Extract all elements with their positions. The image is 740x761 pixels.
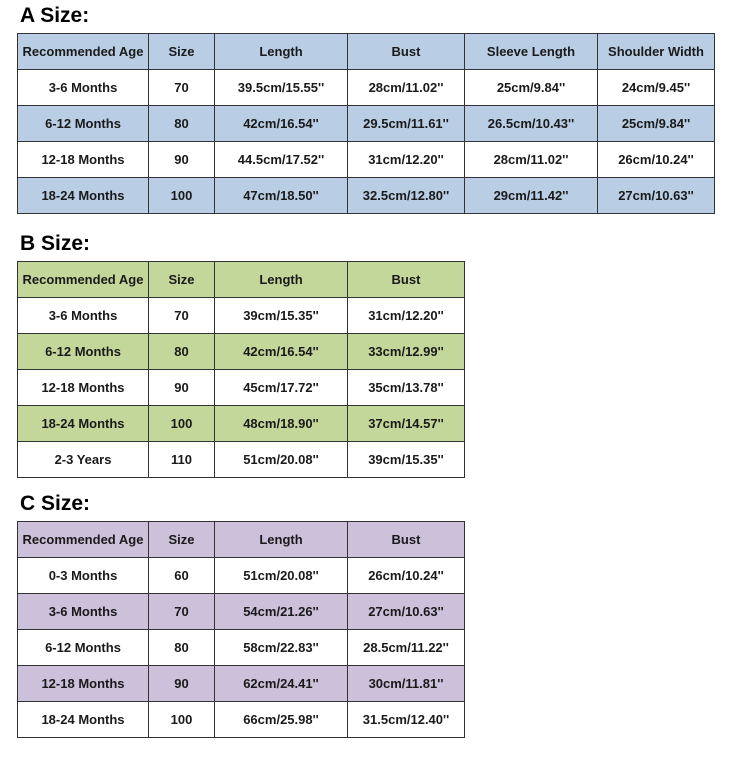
table-cell: 28.5cm/11.22'' [348, 630, 465, 666]
table-cell: 60 [149, 558, 215, 594]
table-cell: 51cm/20.08'' [215, 442, 348, 478]
table-cell: 31.5cm/12.40'' [348, 702, 465, 738]
header-cell: Recommended Age [18, 34, 149, 70]
table-cell: 80 [149, 334, 215, 370]
table-row [18, 630, 465, 666]
table-cell: 48cm/18.90'' [215, 406, 348, 442]
table-cell: 0-3 Months [18, 558, 149, 594]
table-cell: 100 [149, 702, 215, 738]
table-cell: 44.5cm/17.52'' [215, 142, 348, 178]
table-cell: 29.5cm/11.61'' [348, 106, 465, 142]
header-cell: Length [215, 262, 348, 298]
table-cell: 58cm/22.83'' [215, 630, 348, 666]
table-cell: 27cm/10.63'' [598, 178, 715, 214]
section-a-title: A Size: [20, 4, 90, 27]
size-table-c [17, 521, 465, 738]
table-cell: 3-6 Months [18, 298, 149, 334]
table-cell: 35cm/13.78'' [348, 370, 465, 406]
table-cell: 90 [149, 142, 215, 178]
section-b-title: B Size: [20, 232, 91, 255]
table-cell: 18-24 Months [18, 406, 149, 442]
size-table-b [17, 261, 465, 478]
table-cell: 24cm/9.45'' [598, 70, 715, 106]
table-cell: 62cm/24.41'' [215, 666, 348, 702]
table-cell: 18-24 Months [18, 702, 149, 738]
table-cell: 33cm/12.99'' [348, 334, 465, 370]
table-row [18, 406, 465, 442]
table-cell: 80 [149, 630, 215, 666]
table-cell: 26cm/10.24'' [598, 142, 715, 178]
section-c-title: C Size: [20, 492, 91, 515]
header-cell: Size [149, 262, 215, 298]
header-cell: Recommended Age [18, 262, 149, 298]
table-row [18, 334, 465, 370]
table-row [18, 70, 715, 106]
table-cell: 2-3 Years [18, 442, 149, 478]
table-cell: 31cm/12.20'' [348, 142, 465, 178]
table-cell: 42cm/16.54'' [215, 106, 348, 142]
table-cell: 28cm/11.02'' [348, 70, 465, 106]
table-header-row [18, 34, 715, 70]
table-cell: 110 [149, 442, 215, 478]
header-cell: Recommended Age [18, 522, 149, 558]
header-cell: Sleeve Length [465, 34, 598, 70]
header-cell: Bust [348, 522, 465, 558]
table-cell: 28cm/11.02'' [465, 142, 598, 178]
header-cell: Bust [348, 34, 465, 70]
table-cell: 25cm/9.84'' [598, 106, 715, 142]
table-cell: 47cm/18.50'' [215, 178, 348, 214]
header-cell: Length [215, 34, 348, 70]
table-cell: 70 [149, 70, 215, 106]
header-cell: Shoulder Width [598, 34, 715, 70]
table-cell: 25cm/9.84'' [465, 70, 598, 106]
table-cell: 70 [149, 594, 215, 630]
table-cell: 31cm/12.20'' [348, 298, 465, 334]
table-cell: 80 [149, 106, 215, 142]
table-cell: 66cm/25.98'' [215, 702, 348, 738]
table-row [18, 442, 465, 478]
table-cell: 90 [149, 666, 215, 702]
table-cell: 29cm/11.42'' [465, 178, 598, 214]
table-cell: 6-12 Months [18, 334, 149, 370]
table-cell: 12-18 Months [18, 370, 149, 406]
table-cell: 3-6 Months [18, 70, 149, 106]
table-cell: 90 [149, 370, 215, 406]
header-cell: Length [215, 522, 348, 558]
table-row [18, 558, 465, 594]
header-cell: Size [149, 34, 215, 70]
table-header-row [18, 262, 465, 298]
table-cell: 100 [149, 406, 215, 442]
header-cell: Size [149, 522, 215, 558]
table-cell: 32.5cm/12.80'' [348, 178, 465, 214]
table-cell: 6-12 Months [18, 106, 149, 142]
table-cell: 42cm/16.54'' [215, 334, 348, 370]
table-row [18, 702, 465, 738]
table-row [18, 106, 715, 142]
table-cell: 30cm/11.81'' [348, 666, 465, 702]
table-row [18, 298, 465, 334]
table-cell: 3-6 Months [18, 594, 149, 630]
table-cell: 39.5cm/15.55'' [215, 70, 348, 106]
table-cell: 45cm/17.72'' [215, 370, 348, 406]
table-cell: 70 [149, 298, 215, 334]
table-cell: 51cm/20.08'' [215, 558, 348, 594]
size-table-a [17, 33, 715, 214]
table-row [18, 594, 465, 630]
table-cell: 12-18 Months [18, 666, 149, 702]
table-cell: 39cm/15.35'' [348, 442, 465, 478]
table-cell: 37cm/14.57'' [348, 406, 465, 442]
table-header-row [18, 522, 465, 558]
table-cell: 18-24 Months [18, 178, 149, 214]
table-cell: 6-12 Months [18, 630, 149, 666]
header-cell: Bust [348, 262, 465, 298]
table-cell: 100 [149, 178, 215, 214]
table-row [18, 178, 715, 214]
table-row [18, 142, 715, 178]
table-cell: 27cm/10.63'' [348, 594, 465, 630]
table-row [18, 370, 465, 406]
table-cell: 26cm/10.24'' [348, 558, 465, 594]
table-cell: 12-18 Months [18, 142, 149, 178]
table-cell: 26.5cm/10.43'' [465, 106, 598, 142]
table-cell: 54cm/21.26'' [215, 594, 348, 630]
table-row [18, 666, 465, 702]
table-cell: 39cm/15.35'' [215, 298, 348, 334]
